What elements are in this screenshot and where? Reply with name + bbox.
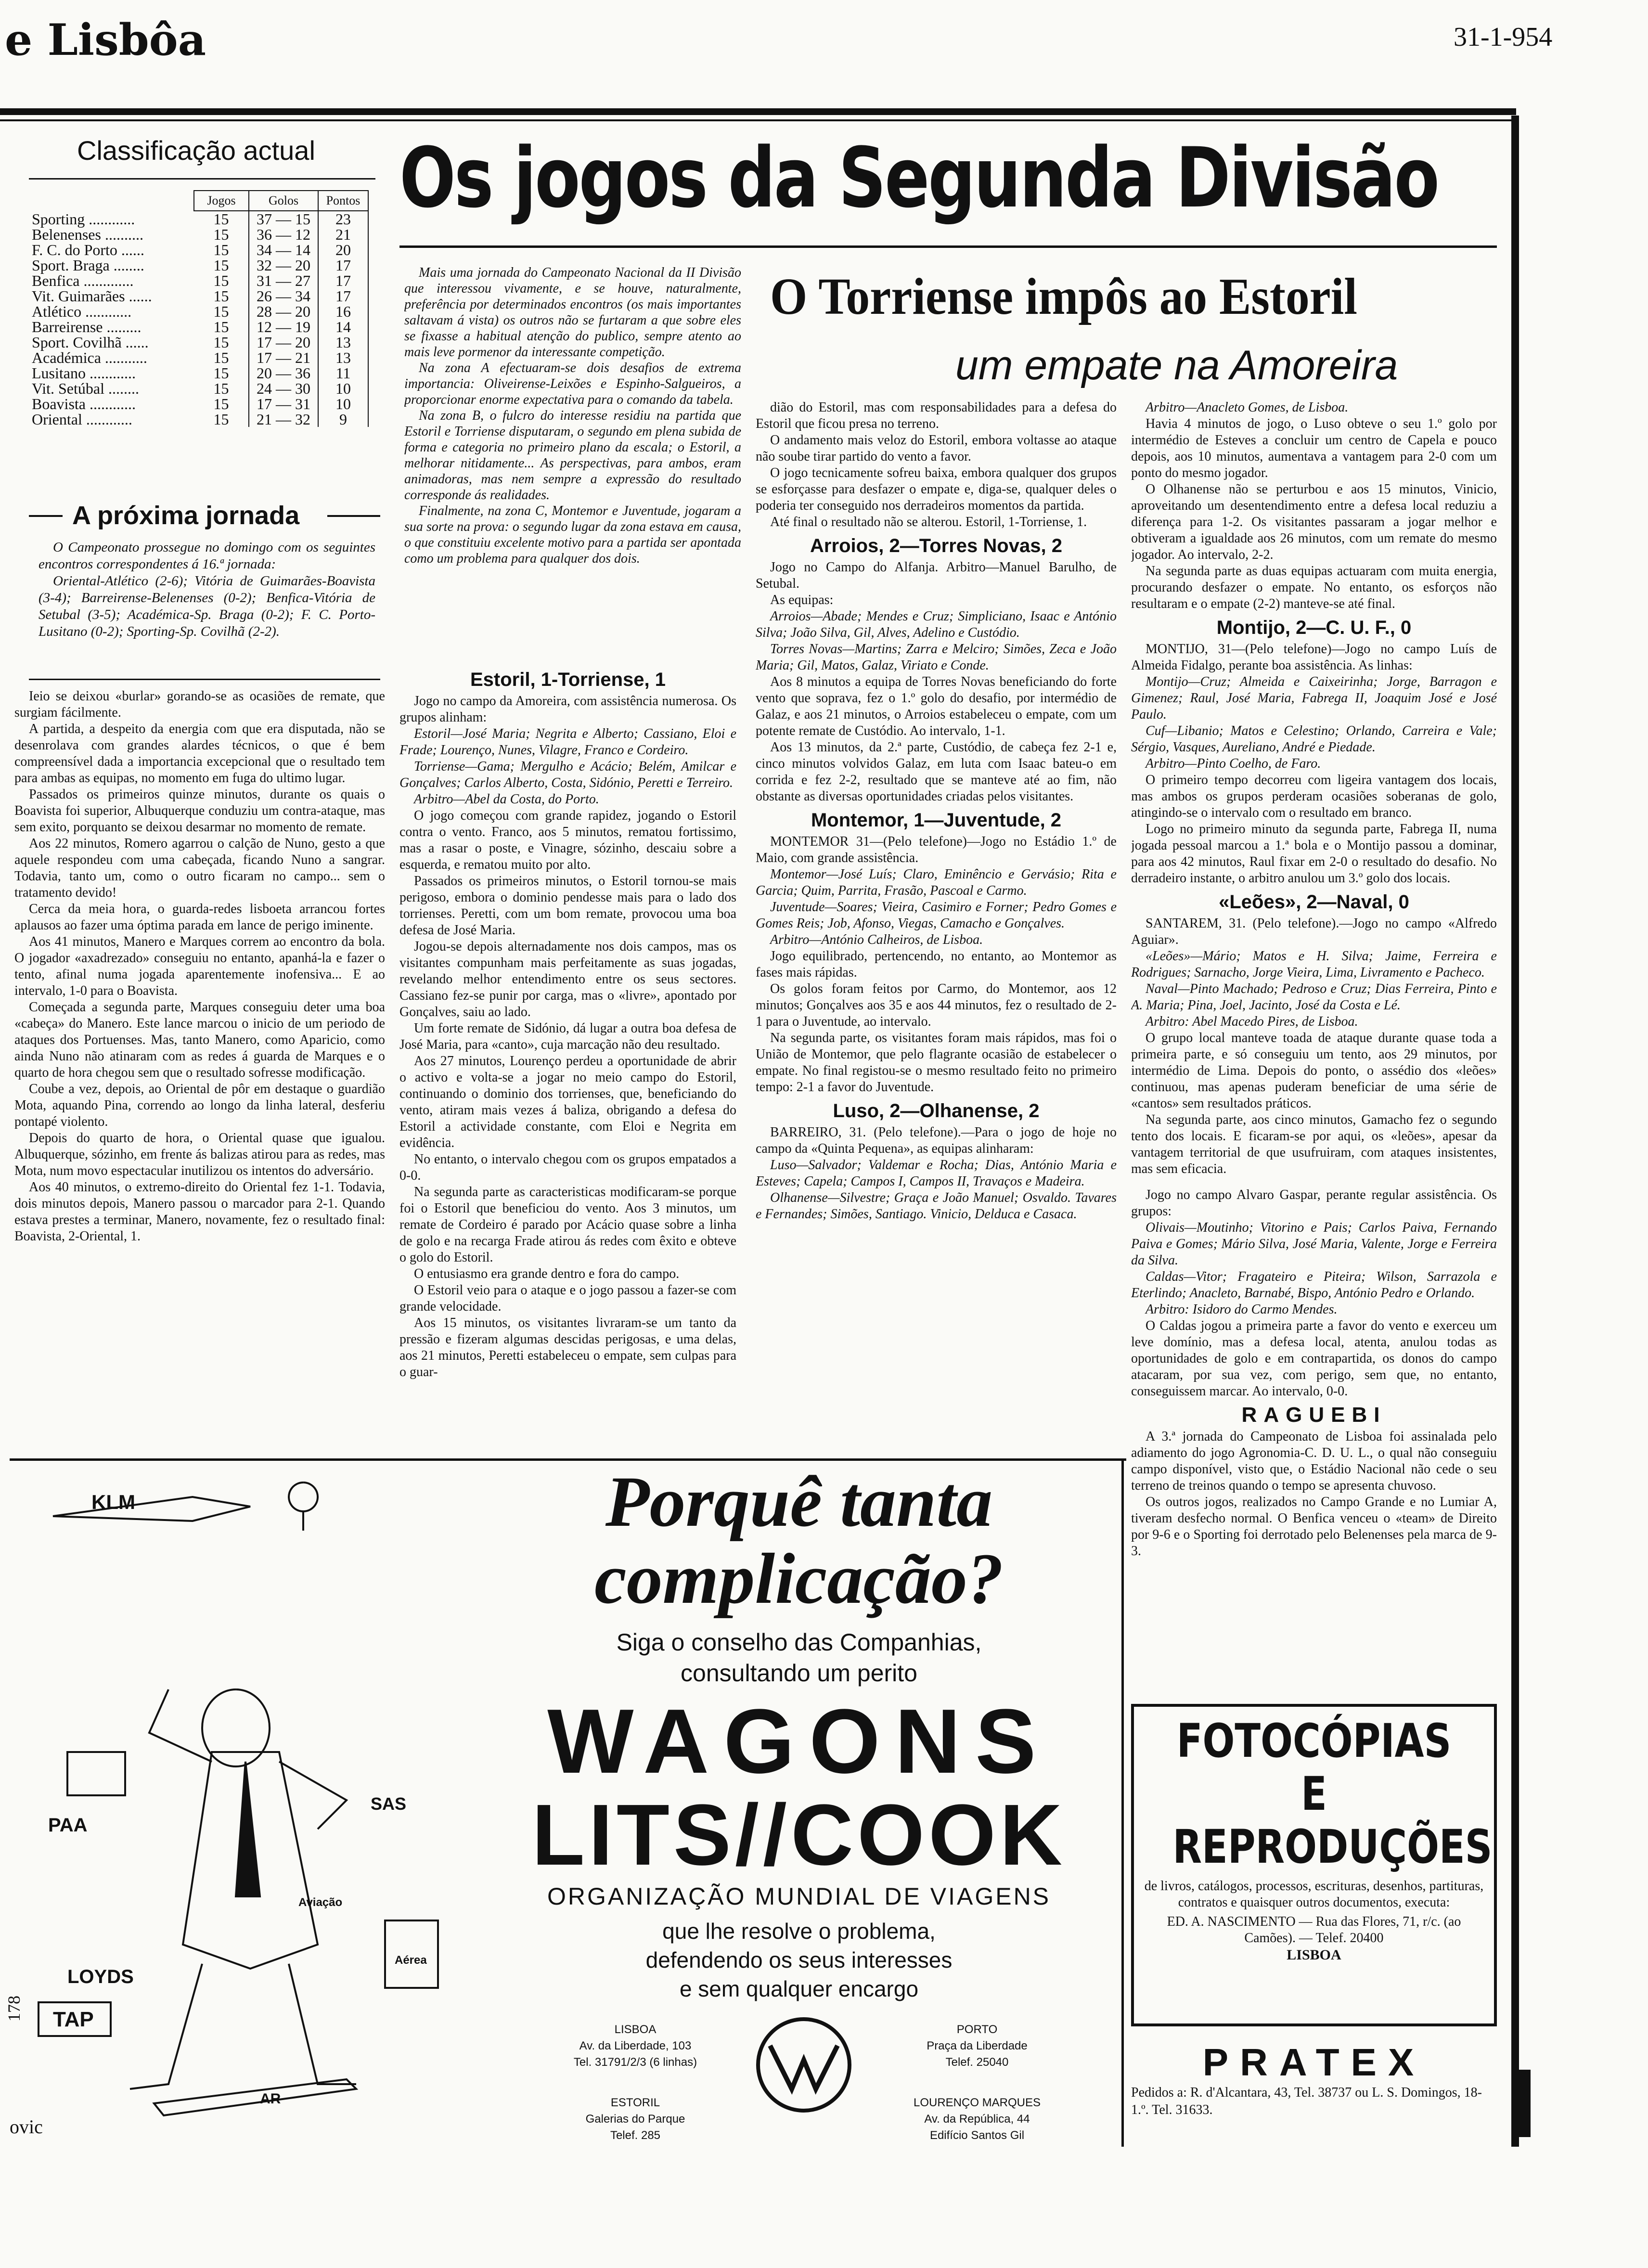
standings-jogos: 15: [194, 227, 249, 242]
colb-p4: Arbitro—Abel da Costa, do Porto.: [414, 792, 599, 807]
cold-p1: Arbitro—Anacleto Gomes, de Lisboa.: [1146, 400, 1349, 415]
rugby-title: RAGUEBI: [1241, 1403, 1387, 1427]
standings-golos: 24 — 30: [249, 381, 318, 396]
headline-sub1: O Torriense impôs ao Estoril: [770, 268, 1357, 325]
standings-jogos: 15: [194, 273, 249, 288]
standings-pontos: 23: [318, 211, 368, 227]
left-p1: Ieio se deixou «burlar» gorando-se as ocasiões de remate, que surgiam fácilmente.: [14, 689, 385, 720]
colc-p1: dião do Estoril, mas com responsabilidades para a defesa do Estoril que ficou presa no terreno.: [756, 400, 1117, 431]
cold-p11: SANTAREM, 31. (Pelo telefone).—Jogo no campo «Alfredo Aguiar».: [1131, 916, 1497, 947]
standings-goals-for: 36: [257, 226, 272, 243]
colb-p13: O Estoril veio para o ataque e o jogo passou a fazer-se com grande velocidade.: [399, 1283, 736, 1314]
office-lm-tel: Edifício Santos Gil: [929, 2129, 1025, 2142]
figure-tie: [236, 1762, 260, 1896]
standings-row: [29, 412, 368, 427]
sketch-label-klm: KLM: [91, 1491, 135, 1513]
colc-p8: Torres Novas—Martins; Zarra e Melciro; Simões, Zeca e João Maria; Gil, Matos, Galaz, Viriato e Conde.: [756, 642, 1117, 673]
standings-goals-for: 17: [257, 395, 272, 412]
wagons-lits-logo-icon: [751, 2012, 857, 2118]
standings-jogos: 15: [194, 242, 249, 258]
cold-p18: Olivais—Moutinho; Vitorino e Pais; Carlos Paiva, Fernando Paiva e Gomes; Mário Silva, José Maria, Valente, Jorge e Ferreira da Silva.: [1131, 1220, 1497, 1268]
sketch-label-tap: TAP: [53, 2008, 94, 2031]
colc-p2: O andamento mais veloz do Estoril, embora voltasse ao ataque não soube tirar partido do vento a favor.: [756, 433, 1117, 464]
standings-goals-for: 28: [257, 303, 272, 320]
office-porto-tel: Telef. 25040: [945, 2056, 1009, 2069]
standings-header-jogos: Jogos: [194, 191, 249, 211]
standings-goals-against: 20: [295, 334, 310, 351]
ad-pratex-box: [1131, 2041, 1497, 2137]
standings-jogos: 15: [194, 396, 249, 412]
standings-jogos: 15: [194, 319, 249, 335]
intro-p3: Na zona B, o fulcro do interesse residiu na partida que Estoril e Torriense disputaram, o segundo em plena subida de forma e categoria no primeiro plano da escala; o Estoril, a melhorar nitidamente... As perspectivas, para ambos, eram animadoras, mas nem sempre a expressão do resultado corresponde ás realidades.: [404, 408, 741, 503]
figure-arm-right: [279, 1762, 347, 1829]
standings-header-golos: Golos: [249, 191, 318, 211]
standings-goals-against: 32: [295, 411, 310, 428]
left-p5: Cerca da meia hora, o guarda-redes lisboeta arrancou fortes aplausos ao fazer uma óptima parada em lance de perigo iminente.: [14, 902, 385, 933]
standings-pontos: 13: [318, 335, 368, 350]
cold-p19: Caldas—Vitor; Fragateiro e Piteira; Wilson, Sarrazola e Eterlindo; Anacleto, Barnabé, Bispo, António Pedro e Orlando.: [1131, 1269, 1497, 1301]
office-lisboa-addr: Av. da Liberdade, 103: [579, 2039, 692, 2052]
ad-foto-title2: REPRODUÇÕES: [1172, 1820, 1493, 1874]
colc-p6: As equipas:: [770, 593, 834, 607]
standings-goals-against: 20: [295, 303, 310, 320]
column-d: [1131, 399, 1497, 1699]
ad-wagons-line2: consultando um perito: [681, 1660, 917, 1687]
standings-goals-for: 31: [257, 272, 272, 289]
headline-rule: [399, 245, 1497, 248]
column-c: [756, 399, 1117, 1454]
standings-row: [29, 211, 368, 227]
standings-golos: 26 — 34: [249, 288, 318, 304]
colc-p18: BARREIRO, 31. (Pelo telefone).—Para o jogo de hoje no campo da «Quinta Pequena», as equipas alinharam:: [756, 1125, 1117, 1156]
standings-goals-for: 34: [257, 241, 272, 258]
standings-header-pontos: Pontos: [318, 191, 368, 211]
masthead-rule-thin: [0, 119, 1516, 121]
rugby-p2: Os outros jogos, realizados no Campo Grande e no Lumiar A, tiveram desfecho normal. O Benfica venceu o «team» de Direito por 9-6 e o Sporting foi derrotado pelo Belenenses pela marca de 9-3.: [1131, 1495, 1497, 1559]
standings-golos: 36 — 12: [249, 227, 318, 242]
standings-team: Boavista ............: [32, 395, 136, 412]
masthead-paper: e Lisbôa: [5, 14, 206, 65]
corner-text: ovic: [10, 2116, 43, 2138]
standings-jogos: 15: [194, 365, 249, 381]
standings-golos: 21 — 32: [249, 412, 318, 427]
office-lisboa-tel: Tel. 31791/2/3 (6 linhas): [573, 2056, 697, 2069]
left-p10: Aos 40 minutos, o extremo-direito do Oriental fez 1-1. Todavia, dois minutos depois, Manero passou o marcador para 2-1. Quando estava prestes a terminar, Manero, novamente, fez o resultado final: Boavista, 2-Oriental, 1.: [14, 1180, 385, 1244]
office-lm-city: LOURENÇO MARQUES: [913, 2096, 1041, 2109]
office-estoril-tel: Telef. 285: [610, 2129, 661, 2142]
standings-row: [29, 258, 368, 273]
plane-icon: [53, 1497, 250, 1521]
ad-wagons-brand1: WAGONS: [547, 1690, 1051, 1792]
standings-pontos: 17: [318, 258, 368, 273]
ad-wagons-org: ORGANIZAÇÃO MUNDIAL DE VIAGENS: [547, 1883, 1051, 1910]
cold-p12: «Leões»—Mário; Matos e H. Silva; Jaime, Ferreira e Rodrigues; Sarnacho, Jorge Vieira, Lima, Livramento e Pacheco.: [1131, 949, 1497, 980]
standings-goals-for: 17: [257, 349, 272, 366]
standings-row: [29, 381, 368, 396]
colb-p5: O jogo começou com grande rapidez, jogando o Estoril contra o vento. Franco, aos 5 minutos, rematou fortissimo, mas a rasar o poste, e Vinagre, sózinho, descaiu sobre a esquerda, e rematou muito por alto.: [399, 808, 736, 872]
office-porto-addr: Praça da Liberdade: [927, 2039, 1028, 2052]
standings-goals-against: 12: [295, 226, 310, 243]
office-lisboa-city: LISBOA: [614, 2023, 657, 2036]
standings-jogos: 15: [194, 335, 249, 350]
standings-pontos: 14: [318, 319, 368, 335]
standings-jogos: 15: [194, 288, 249, 304]
standings-team: F. C. do Porto ......: [32, 241, 144, 258]
standings-row: [29, 365, 368, 381]
standings-team: Vit. Guimarães ......: [32, 287, 152, 305]
colc-p4: Até final o resultado não se alterou. Estoril, 1-Torriense, 1.: [770, 515, 1087, 529]
standings-pontos: 9: [318, 412, 368, 427]
cold-p20: Arbitro: Isidoro do Carmo Mendes.: [1146, 1302, 1338, 1317]
standings-goals-for: 26: [257, 287, 272, 305]
masthead-rule: [0, 108, 1516, 115]
standings-row: [29, 319, 368, 335]
next-round-fixtures: Oriental-Atlético (2-6); Vitória de Guimarães-Boavista (3-4); Barreirense-Belenenses (0-2); Benfica-Vitória de Setubal (3-5); Académica-Sp. Braga (0-2); F. C. Porto-Lusitano (0-2); Sporting-Sp. Covilhã (2-2).: [39, 573, 375, 639]
standings-pontos: 20: [318, 242, 368, 258]
standings-goals-for: 17: [257, 334, 272, 351]
standings-goals-for: 12: [257, 318, 272, 335]
intro-text: [404, 265, 741, 659]
cold-p21: O Caldas jogou a primeira parte a favor do vento e exerceu um leve domínio, mas a defesa local, atenta, anulou todas as oportunidades de golo e em contrapartida, os donos do campo atacaram, por sua vez, com perigo, sem que, no entanto, conseguissem marcar. Ao intervalo, 0-0.: [1131, 1318, 1497, 1399]
standings-team: Sport. Braga ........: [32, 257, 144, 274]
standings-team: Vit. Setúbal ........: [32, 380, 139, 397]
colb-p10: No entanto, o intervalo chegou com os grupos empatados a 0-0.: [399, 1152, 736, 1183]
standings-goals-for: 20: [257, 364, 272, 382]
right-border-block: [1511, 2070, 1531, 2137]
standings-golos: 12 — 19: [249, 319, 318, 335]
standings-goals-for: 37: [257, 210, 272, 228]
cold-p9: O primeiro tempo decorreu com ligeira vantagem dos locais, mas ambos os grupos perderam ocasiões soberanas de golo, atingindo-se o intervalo com o resultado em branco.: [1131, 773, 1497, 820]
cold-p15: O grupo local manteve toada de ataque durante quase toda a primeira parte, e só conseguiu um tento, aos 29 minutos, por intermédio de Lima. Depois do ponto, o assédio dos «leões» continuou, mas apenas puderam beneficiar de uma série de «cantos» sem resultados práticos.: [1131, 1031, 1497, 1111]
next-round-text: O Campeonato prossegue no domingo com os seguintes encontros correspondentes á 16.ª jornada:: [39, 540, 375, 572]
ad-foto-city: LISBOA: [1287, 1947, 1341, 1963]
left-p7: Começada a segunda parte, Marques conseguiu deter uma boa «cabeça» do Manero. Este lance marcou o inicio de um periodo de ataques dos Portuenses. Mas, tanto Manero, como Aparicio, como ainda Nuno não atinaram com as redes á guarda de Marques e o quarto de hora chegou sem que o resultado sofresse modificação.: [14, 1000, 385, 1080]
ad-pratex-text: Pedidos a: R. d'Alcantara, 43, Tel. 38737 ou L. S. Domingos, 18-1.º. Tel. 31633.: [1131, 2085, 1482, 2117]
colc-p16: Os golos foram feitos por Carmo, do Montemor, aos 12 minutos; Gonçalves aos 35 e aos 44 minutos, fez o resultado de 2-1 para o Juventude, ao intervalo.: [756, 981, 1117, 1029]
standings-pontos: 16: [318, 304, 368, 319]
standings-team: Barreirense .........: [32, 318, 142, 335]
standings-row: [29, 242, 368, 258]
colb-p12: O entusiasmo era grande dentro e fora do campo.: [414, 1266, 680, 1281]
standings-goals-against: 31: [295, 395, 310, 412]
ad-wagons-lisboa: [549, 2022, 722, 2144]
ad-pratex-brand: PRATEX: [1202, 2041, 1426, 2084]
standings-row: [29, 273, 368, 288]
standings-row: [29, 288, 368, 304]
colb-p6: Passados os primeiros minutos, o Estoril tornou-se mais perigoso, embora o dominio pendesse mais para o lado dos torrienses. Peretti, com um bom remate, provocou uma boa defesa de José Maria.: [399, 874, 736, 938]
standings-table: [29, 190, 369, 427]
traveler-sketch: [10, 1463, 481, 2137]
sketch-label-aviacao: Aviação: [298, 1896, 343, 1909]
next-round-box-bottom: [29, 679, 380, 680]
colb-p9: Aos 27 minutos, Lourenço perdeu a oportunidade de abrir o activo e volta-se a jogar no meio campo do Estoril, continuando o dominio dos torrienses, que, beneficiando do vento, atiram mais vezes á baliza, obrigando a defesa do Estoril a actividade constante, com Eloi e Negrita em evidência.: [399, 1054, 736, 1150]
colc-p15: Jogo equilibrado, pertencendo, no entanto, ao Montemor as fases mais rápidas.: [756, 949, 1117, 980]
column-left: [14, 688, 385, 1454]
standings-pontos: 13: [318, 350, 368, 365]
sketch-label-sas: SAS: [371, 1794, 407, 1814]
office-estoril-addr: Galerias do Parque: [585, 2113, 685, 2126]
headline-sub2: um empate na Amoreira: [955, 342, 1398, 388]
cold-p3: O Olhanense não se perturbou e aos 15 minutos, Vinicio, aproveitando um desentendimento entre a defesa local reduziu a diferença para 1-2. Os visitantes passaram a jogar melhor e obtiveram a igualdade aos 26 minutos, com um remate do mesmo jogador. Ao intervalo, 2-2.: [1131, 482, 1497, 562]
standings-rule: [29, 178, 375, 180]
next-round-rule-right: [327, 515, 380, 517]
ad-wagons-tag3: e sem qualquer encargo: [679, 1976, 919, 2001]
standings-goals-against: 15: [295, 210, 310, 228]
next-round-rule-left: [29, 515, 63, 517]
standings-goals-against: 20: [295, 257, 310, 274]
next-round-box: [39, 539, 375, 674]
ad-right-rule: [1121, 1458, 1124, 2147]
standings-row: [29, 350, 368, 365]
colc-p3: O jogo tecnicamente sofreu baixa, embora qualquer dos grupos se esforçasse para desfazer o empate e, diga-se, qualquer deles o poderia ter conseguido nos derradeiros momentos da partida.: [756, 465, 1117, 513]
standings-golos: 32 — 20: [249, 258, 318, 273]
cold-p17: Jogo no campo Alvaro Gaspar, perante regular assistência. Os grupos:: [1131, 1187, 1497, 1219]
ad-wagons-title1: Porquê tanta: [605, 1462, 993, 1542]
figure-leg-right: [289, 1964, 356, 2084]
next-round-title: A próxima jornada: [72, 501, 300, 530]
standings-goals-against: 34: [295, 287, 310, 305]
standings-pontos: 10: [318, 381, 368, 396]
balloon-icon: [289, 1482, 318, 1511]
rugby-p1: A 3.ª jornada do Campeonato de Lisboa foi assinalada pelo adiamento do jogo Agronomia-C. D. U. L., o qual não conseguiu campo disponível, visto que, o Estádio Nacional não cede o seu terreno de treinos quando o tempo se apresenta chuvoso.: [1131, 1429, 1497, 1493]
standings-pontos: 17: [318, 273, 368, 288]
colc-p9: Aos 8 minutos a equipa de Torres Novas beneficiando do forte vento que soprava, fez o 1.º golo do desafio, por intermédio de Galaz, e aos 21 minutos, o Arroios estabeleceu o empate, com um potente remate de Custódio. Ao intervalo, 1-1.: [756, 674, 1117, 738]
standings-jogos: 15: [194, 258, 249, 273]
ad-wagons-title2: complicação?: [594, 1539, 1004, 1619]
ad-top-rule: [10, 1458, 1126, 1461]
column-b: [399, 664, 736, 1454]
colc-p11: MONTEMOR 31—(Pelo telefone)—Jogo no Estádio 1.º de Maio, com grande assistência.: [756, 834, 1117, 865]
standings-row: [29, 304, 368, 319]
ad-wagons-line1: Siga o conselho das Companhias,: [616, 1629, 982, 1656]
office-lm-addr: Av. da República, 44: [924, 2113, 1030, 2126]
standings-goals-for: 21: [257, 411, 272, 428]
left-p4: Aos 22 minutos, Romero agarrou o calção de Nuno, gesto a que aquele respondeu com uma cabeçada, ficando Nuno a sangrar. Todavia, tanto um, como o outro ficaram no campo... sem o tratamento devido!: [14, 836, 385, 900]
ad-foto-text: de livros, catálogos, processos, escrituras, desenhos, partituras, contratos e quaisquer outros documentos, executa:: [1144, 1879, 1484, 1910]
colb-p11: Na segunda parte as caracteristicas modificaram-se porque foi o Estoril que beneficiou do vento. Aos 3 minutos, um remate de Cordeiro é parado por Acácio quase sobre a linha de golo e na recarga Frade atirou ás redes com êxito e obteve o golo do Estoril.: [399, 1185, 736, 1265]
heading-luso-olhanense: Luso, 2—Olhanense, 2: [833, 1100, 1040, 1121]
sketch-label-ar: AR: [260, 2091, 281, 2107]
sketch-label-loyds: LOYDS: [67, 1966, 134, 1987]
cold-p13: Naval—Pinto Machado; Pedroso e Cruz; Dias Ferreira, Pinto e A. Maria; Pina, Joel, Jacinto, José da Costa e Lé.: [1131, 981, 1497, 1013]
sketch-label-paa: PAA: [48, 1815, 88, 1836]
colc-p13: Juventude—Soares; Vieira, Casimiro e Forner; Pedro Gomes e Gomes Reis; Job, Afonso, Viegas, Camacho e Gonçalves.: [756, 900, 1117, 931]
colc-p5: Jogo no Campo do Alfanja. Arbitro—Manuel Barulho, de Setubal.: [756, 560, 1117, 591]
intro-p1: Mais uma jornada do Campeonato Nacional da II Divisão que interessou vivamente, e se houve, naturalmente, preferência por determinados encontros (os mais importantes saltavam á vista) os outros não se furtaram a que sobre eles se fixasse a habitual atenção do publico, sempre atento ao mais leve pormenor da interessante competição.: [404, 265, 741, 360]
colc-p7: Arroios—Abade; Mendes e Cruz; Simpliciano, Isaac e António Silva; João Silva, Gil, Alves, Adelino e Custódio.: [756, 609, 1117, 640]
cold-p4: Na segunda parte as duas equipas actuaram com muita energia, procurando desfazer o empate. No entanto, os esforços não resultaram e o empate (2-2) manteve-se até final.: [1131, 564, 1497, 611]
office-estoril-city: ESTORIL: [610, 2096, 660, 2109]
standings-goals-against: 14: [295, 241, 310, 258]
standings-golos: 17 — 20: [249, 335, 318, 350]
standings-row: [29, 227, 368, 242]
standings-jogos: 15: [194, 412, 249, 427]
colb-p1: Jogo no campo da Amoreira, com assistência numerosa. Os grupos alinham:: [399, 694, 736, 725]
standings-goals-against: 21: [295, 349, 310, 366]
standings-jogos: 15: [194, 211, 249, 227]
ad-wagons-brand2: LITS//COOK: [532, 1787, 1066, 1883]
masthead-date: 31-1-954: [1454, 22, 1553, 52]
cold-p16: Na segunda parte, aos cinco minutos, Gamacho fez o segundo tento dos locais. E ficaram-se por aqui, os «leões», apesar da vantagem territorial de que usufruiram, com ataques insistentes, mas sem eficacia.: [1131, 1112, 1497, 1176]
colc-p20: Olhanense—Silvestre; Graça e João Manuel; Osvaldo. Tavares e Fernandes; Simões, Santiago. Vinicio, Delduca e Casaca.: [756, 1190, 1117, 1222]
colb-p14: Aos 15 minutos, os visitantes livraram-se um tanto da pressão e fizeram algumas descidas perigosas, e uma delas, aos 21 minutos, Peretti estabeleceu o empate, sem culpas para o guar-: [399, 1315, 736, 1379]
cold-p6: Montijo—Cruz; Almeida e Caixeirinha; Jorge, Barragon e Gimenez; Raul, José Maria, Fabrega II, Joaquim José e José Paulo.: [1131, 674, 1497, 722]
standings-goals-against: 30: [295, 380, 310, 397]
left-p6: Aos 41 minutos, Manero e Marques correm ao encontro da bola. O jogador «axadrezado» conseguiu no entanto, apanhá-la e fazer o tento, afinal numa jogada aparentemente inofensiva... E ao intervalo, 1-0 para o Boavista.: [14, 934, 385, 998]
standings-team: Sporting ............: [32, 210, 135, 228]
colc-p19: Luso—Salvador; Valdemar e Rocha; Dias, António Maria e Esteves; Capela; Campos I, Campos II, Travaços e Madeira.: [756, 1158, 1117, 1189]
ad-foto-box: [1131, 1704, 1497, 2026]
colb-p3: Torriense—Gama; Mergulho e Acácio; Belém, Amilcar e Gonçalves; Carlos Alberto, Costa, Sidónio, Peretti e Terreiro.: [399, 759, 736, 790]
standings-golos: 17 — 21: [249, 350, 318, 365]
heading-arroios-torres: Arroios, 2—Torres Novas, 2: [810, 535, 1062, 556]
heading-leoes-naval: «Leões», 2—Naval, 0: [1219, 891, 1409, 913]
standings-jogos: 15: [194, 381, 249, 396]
heading-montijo-cuf: Montijo, 2—C. U. F., 0: [1216, 617, 1412, 638]
ad-foto-title1: FOTOCÓPIAS E: [1176, 1714, 1452, 1821]
office-porto-city: PORTO: [956, 2023, 998, 2036]
standings-team: Benfica .............: [32, 272, 134, 289]
cold-p14: Arbitro: Abel Macedo Pires, de Lisboa.: [1146, 1014, 1358, 1029]
figure-leg-left: [130, 1964, 202, 2089]
standings-golos: 17 — 31: [249, 396, 318, 412]
ad-wagons-tag1: que lhe resolve o problema,: [662, 1919, 936, 1944]
standings-golos: 31 — 27: [249, 273, 318, 288]
ad-wagons-porto: [890, 2022, 1064, 2144]
standings-jogos: 15: [194, 304, 249, 319]
headline-main: Os jogos da Segunda Divisão: [399, 129, 1438, 226]
suitcase-icon: [67, 1752, 125, 1795]
colc-p12: Montemor—José Luís; Claro, Eminêncio e Gervásio; Rita e Garcia; Quim, Parrita, Frasão, Pascoal e Carmo.: [756, 867, 1117, 898]
left-p3: Passados os primeiros quinze minutos, durante os quais o Boavista foi superior, Albuquerque conduziu um contra-ataque, mas sem exito, porquanto se deixou desarmar no momento de remate.: [14, 787, 385, 835]
cold-p10: Logo no primeiro minuto da segunda parte, Fabrega II, numa jogada pessoal marcou a 1.ª bola e o Montijo passou a dominar, para aos 42 minutos, Raul fixar em 2-0 o resultado do desafio. No derradeiro instante, o arbitro anulou um 3.º golo dos locais.: [1131, 822, 1497, 886]
page-number: 178: [4, 1996, 24, 2022]
colb-p8: Um forte remate de Sidónio, dá lugar a outra boa defesa de José Maria, para «canto», cuja marcação não deu resultado.: [399, 1021, 736, 1052]
standings-pontos: 10: [318, 396, 368, 412]
cold-p5: MONTIJO, 31—(Pelo telefone)—Jogo no campo Luís de Almeida Fidalgo, perante boa assistência. As linhas:: [1131, 642, 1497, 673]
colb-p2: Estoril—José Maria; Negrita e Alberto; Cassiano, Eloi e Frade; Lourenço, Nunes, Vilagre, Franco e Cordeiro.: [399, 726, 736, 758]
left-p2: A partida, a despeito da energia com que era disputada, não se desenrolava com grandes alardes técnicos, o que é bem compreensível dada a importancia excepcional que o resultado tem para ambas as equipas, no momento em fuga do ultimo lugar.: [14, 722, 385, 786]
standings-team: Belenenses ..........: [32, 226, 143, 243]
sketch-label-aerea: Aérea: [395, 1954, 427, 1967]
standings-team: Atlético ............: [32, 303, 132, 320]
cold-p7: Cuf—Libanio; Matos e Celestino; Orlando, Carreira e Vale; Sérgio, Vasques, Aureliano, André e Piedade.: [1131, 723, 1497, 755]
standings-team: Oriental ............: [32, 411, 132, 428]
left-p8: Coube a vez, depois, ao Oriental de pôr em destaque o guardião Mota, aquando Pina, correndo ao longo da linha lateral, desferiu pontapé violento.: [14, 1082, 385, 1129]
ad-wagons-tag2: defendendo os seus interesses: [645, 1947, 953, 1972]
standings-goals-against: 27: [295, 272, 310, 289]
left-p9: Depois do quarto de hora, o Oriental quase que igualou. Albuquerque, sózinho, em frente ás balizas atirou para as redes, mas Mota, num movo espectacular inutilizou os intentos do adversário.: [14, 1131, 385, 1178]
standings-team: Académica ...........: [32, 349, 147, 366]
standings-goals-against: 19: [295, 318, 310, 335]
standings-team: Lusitano ............: [32, 364, 136, 382]
standings-goals-against: 36: [295, 364, 310, 382]
cold-p8: Arbitro—Pinto Coelho, de Faro.: [1146, 756, 1321, 771]
heading-estoril-torriense: Estoril, 1-Torriense, 1: [470, 669, 666, 690]
standings-golos: 28 — 20: [249, 304, 318, 319]
standings-goals-for: 32: [257, 257, 272, 274]
intro-p2: Na zona A efectuaram-se dois desafios de extrema importancia: Oliveirense-Leixões e Espinho-Salgueiros, a proporcionar enorme expectativa para o comando da tabela.: [404, 361, 741, 407]
standings-jogos: 15: [194, 350, 249, 365]
standings-row: [29, 396, 368, 412]
standings-row: [29, 335, 368, 350]
cold-p2: Havia 4 minutos de jogo, o Luso obteve o seu 1.º golo por intermédio de Esteves a concluir um centro de Capela e pouco depois, aos 10 minutos, aumentava a vantagem para 2-0 com um ponto do mesmo jogador.: [1131, 416, 1497, 480]
intro-p4: Finalmente, na zona C, Montemor e Juventude, jogaram a sua sorte na prova: o segundo lugar da zona estava em causa, o que constituiu excelente motivo para a partida ser apontada como um problema para qualquer dos dois.: [404, 503, 741, 566]
standings-title: Classificação actual: [77, 135, 315, 166]
colc-p10: Aos 13 minutos, da 2.ª parte, Custódio, de cabeça fez 2-1 e, cinco minutos volvidos Galaz, em luta com Isaac bateu-o em corrida e fez 2-2, resultado que se manteve até ao fim, não obstante as diversas oportunidades criadas pelos visitantes.: [756, 740, 1117, 804]
standings-grid: [29, 190, 369, 427]
standings-pontos: 17: [318, 288, 368, 304]
colc-p17: Na segunda parte, os visitantes foram mais rápidos, mas foi o União de Montemor, que pelo flagrante ocasião de estabelecer o empate. No final registou-se o mesmo resultado feito no primeiro tempo: 2-1 a favor do Juventude.: [756, 1031, 1117, 1095]
standings-golos: 37 — 15: [249, 211, 318, 227]
standings-goals-for: 24: [257, 380, 272, 397]
ad-foto-addr: ED. A. NASCIMENTO — Rua das Flores, 71, r/c. (ao Camões). — Telef. 20400: [1167, 1914, 1461, 1946]
colb-p7: Jogou-se depois alternadamente nos dois campos, mas os visitantes compunham mais perfeitamente as suas jogadas, revelando melhor entendimento entre os seus sectores. Cassiano fez-se punir por carga, mas o «livre», apontado por Gonçalves, saiu ao lado.: [399, 939, 736, 1019]
standings-team: Sport. Covilhã ......: [32, 334, 149, 351]
standings-pontos: 21: [318, 227, 368, 242]
standings-golos: 34 — 14: [249, 242, 318, 258]
standings-pontos: 11: [318, 365, 368, 381]
right-border: [1511, 116, 1519, 2147]
colc-p14: Arbitro—António Calheiros, de Lisboa.: [770, 932, 983, 947]
standings-golos: 20 — 36: [249, 365, 318, 381]
heading-montemor-juventude: Montemor, 1—Juventude, 2: [811, 810, 1062, 831]
